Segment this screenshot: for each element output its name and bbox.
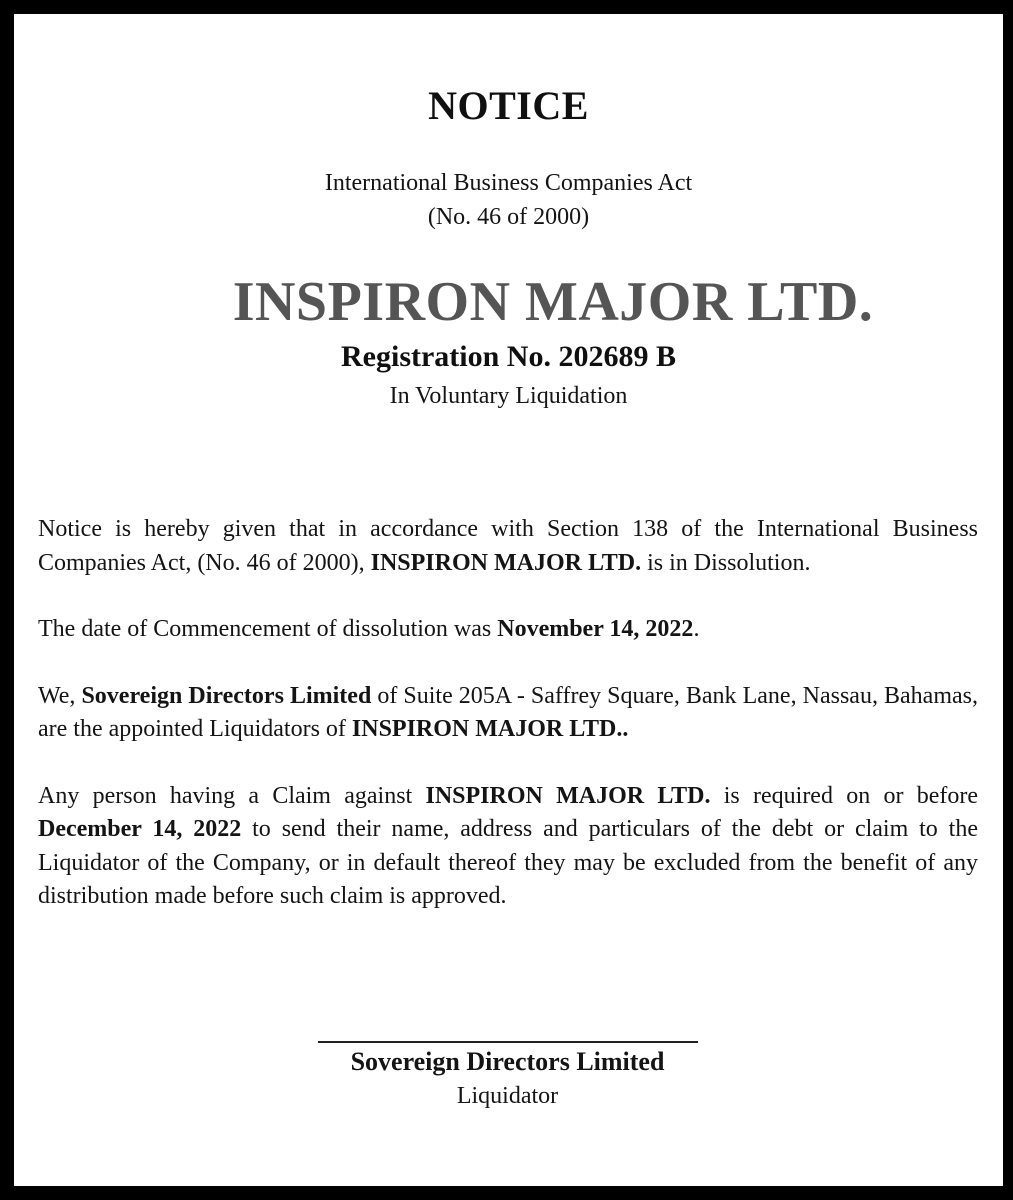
company-name-bold: INSPIRON MAJOR LTD. bbox=[370, 549, 642, 576]
signatory-role: Liquidator bbox=[456, 1083, 559, 1109]
paragraph-text: is in Dissolution. bbox=[641, 549, 811, 576]
notice-heading: NOTICE bbox=[428, 83, 589, 128]
paragraph-text: The date of Commencement of dissolution was bbox=[38, 616, 498, 642]
act-name: International Business Companies Act bbox=[324, 170, 693, 196]
paragraph-liquidators bbox=[38, 680, 978, 747]
paragraph-text: . bbox=[693, 616, 700, 642]
paragraph-text: We, bbox=[38, 682, 82, 709]
paragraph-text: Any person having a Claim against bbox=[38, 782, 426, 809]
paragraph-dissolution bbox=[38, 513, 978, 580]
company-name-bold: INSPIRON MAJOR LTD.. bbox=[351, 716, 629, 742]
notice-page bbox=[14, 14, 1003, 1186]
paragraph-text: is required on or before bbox=[710, 782, 979, 809]
claim-deadline-date: December 14, 2022 bbox=[38, 816, 242, 842]
paragraph-claims bbox=[38, 780, 978, 914]
paragraph-text: to send their name, address and particulars of the debt or claim to the Liquidator of the Company, or in default thereof they may be excluded from the benefit of any distribution made before such claim is approved. bbox=[38, 816, 979, 909]
signature-line bbox=[318, 1041, 698, 1043]
paragraph-text: Notice is hereby given that in accordance with Section 138 of the International Business Companies Act, (No. 46 of 2000), bbox=[38, 516, 978, 576]
paragraph-commencement-date bbox=[38, 613, 978, 647]
company-name-title: INSPIRON MAJOR LTD. bbox=[232, 271, 874, 333]
company-name-bold: INSPIRON MAJOR LTD. bbox=[425, 782, 711, 809]
liquidation-status: In Voluntary Liquidation bbox=[389, 383, 628, 409]
registration-number: Registration No. 202689 B bbox=[341, 340, 676, 373]
act-number: (No. 46 of 2000) bbox=[427, 204, 590, 230]
signatory-name: Sovereign Directors Limited bbox=[350, 1047, 665, 1076]
liquidator-name-bold: Sovereign Directors Limited bbox=[81, 682, 372, 709]
commencement-date: November 14, 2022 bbox=[497, 616, 694, 642]
paragraph-text: of Suite 205A - Saffrey Square, Bank Lane, Nassau, Bahamas, are the appointed Liquidators of bbox=[38, 682, 978, 742]
notice-body bbox=[38, 513, 978, 947]
